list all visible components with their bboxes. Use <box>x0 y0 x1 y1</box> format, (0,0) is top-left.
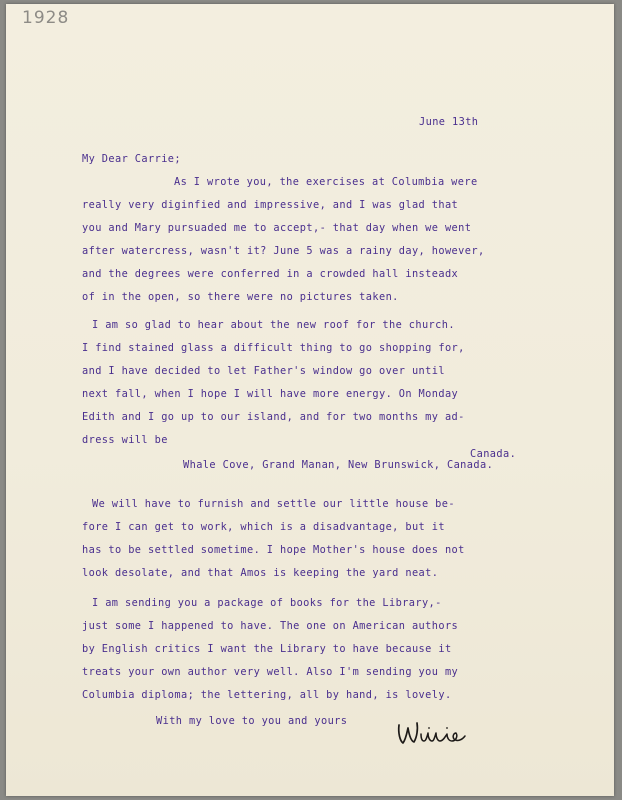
body-line: of in the open, so there were no pictures taken. <box>82 291 399 303</box>
body-line: treats your own author very well. Also I'm sending you my <box>82 666 459 678</box>
body-line: I find stained glass a difficult thing to go shopping for, <box>82 342 465 354</box>
body-line: I am sending you a package of books for the Library,- <box>92 597 442 609</box>
body-line: by English critics I want the Library to have because it <box>82 643 452 655</box>
body-line: really very diginfied and impressive, and I was glad that <box>82 199 459 211</box>
body-line: I am so glad to hear about the new roof for the church. <box>92 319 455 331</box>
body-line: and I have decided to let Father's window go over until <box>82 365 445 377</box>
address-country: Canada. <box>470 448 517 460</box>
letter-salutation: My Dear Carrie; <box>82 153 181 165</box>
body-line: has to be settled sometime. I hope Mother's house does not <box>82 544 465 556</box>
body-line: dress will be <box>82 434 168 446</box>
body-line: As I wrote you, the exercises at Columbia were <box>174 176 478 188</box>
address-line: Whale Cove, Grand Manan, New Brunswick, Canada. <box>183 459 494 471</box>
body-line: and the degrees were conferred in a crowded hall insteadx <box>82 268 459 280</box>
letter-date: June 13th <box>419 116 479 128</box>
body-line: next fall, when I hope I will have more energy. On Monday <box>82 388 459 400</box>
body-line: look desolate, and that Amos is keeping the yard neat. <box>82 567 439 579</box>
body-line: fore I can get to work, which is a disadvantage, but it <box>82 521 445 533</box>
body-line: Edith and I go up to our island, and for two months my ad- <box>82 411 465 423</box>
body-line: We will have to furnish and settle our little house be- <box>92 498 455 510</box>
body-line: after watercress, wasn't it? June 5 was a rainy day, however, <box>82 245 485 257</box>
body-line: you and Mary pursuaded me to accept,- that day when we went <box>82 222 472 234</box>
handwritten-signature <box>394 716 470 750</box>
pencil-year-note: 1928 <box>22 8 70 28</box>
body-line: Columbia diploma; the lettering, all by hand, is lovely. <box>82 689 452 701</box>
body-line: just some I happened to have. The one on American authors <box>82 620 459 632</box>
letter-closing: With my love to you and yours <box>156 715 348 727</box>
